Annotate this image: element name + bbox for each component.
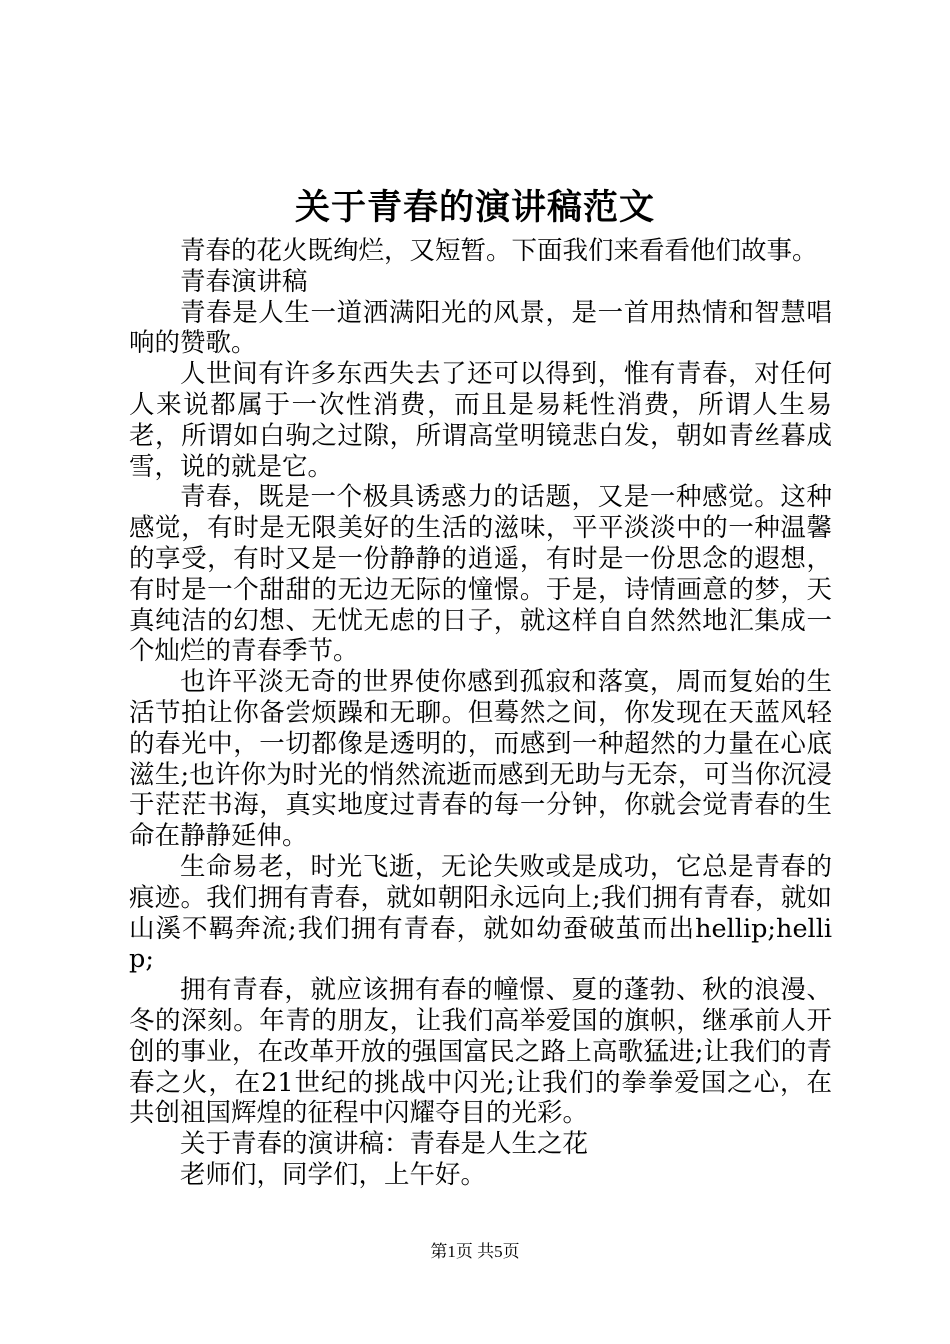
paragraph: 青春演讲稿 [180,266,308,297]
paragraph: 生命易老，时光飞逝，无论失败或是成功，它总是青春的痕迹。我们拥有青春，就如朝阳永远向上;我们拥有青春，就如山溪不羁奔流;我们拥有青春，就如幼蚕破茧而出hellip;hellip; [129,851,832,975]
paragraph: 拥有青春，就应该拥有春的幢憬、夏的蓬勃、秋的浪漫、冬的深刻。年青的朋友，让我们高举爱国的旗帜，继承前人开创的事业，在改革开放的强国富民之路上高歌猛进;让我们的青春之火，在21世纪的挑战中闪光;让我们的拳拳爱国之心，在共创祖国辉煌的征程中闪耀夺目的光彩。 [129,975,832,1129]
paragraph: 青春的花火既绚烂，又短暂。下面我们来看看他们故事。 [180,236,818,266]
paragraph: 青春，既是一个极具诱惑力的话题，又是一种感觉。这种感觉，有时是无限美好的生活的滋味，平平淡淡中的一种温馨的享受，有时又是一份静静的逍遥，有时是一份思念的遐想，有时是一个甜甜的无边无际的憧憬。于是，诗情画意的梦，天真纯洁的幻想、无忧无虑的日子，就这样自自然然地汇集成一个灿烂的青春季节。 [129,482,832,667]
paragraph: 青春是人生一道洒满阳光的风景，是一首用热情和智慧唱响的赞歌。 [129,297,832,359]
document-body [129,236,832,1191]
paragraph: 关于青春的演讲稿：青春是人生之花 [180,1129,589,1160]
page-number-footer: 第1页 共5页 [430,1242,520,1261]
paragraph: 老师们，同学们，上午好。 [180,1159,487,1190]
paragraph: 人世间有许多东西失去了还可以得到，惟有青春，对任何人来说都属于一次性消费，而且是易耗性消费，所谓人生易老，所谓如白驹之过隙，所谓高堂明镜悲白发，朝如青丝暮成雪，说的就是它。 [129,359,832,482]
paragraph: 也许平淡无奇的世界使你感到孤寂和落寞，周而复始的生活节拍让你备尝烦躁和无聊。但蓦然之间，你发现在天蓝风轻的春光中，一切都像是透明的，而感到一种超然的力量在心底滋生;也许你为时光的悄然流逝而感到无助与无奈，可当你沉浸于茫茫书海，真实地度过青春的每一分钟，你就会觉青春的生命在静静延伸。 [129,667,832,852]
document-title: 关于青春的演讲稿范文 [294,187,655,228]
